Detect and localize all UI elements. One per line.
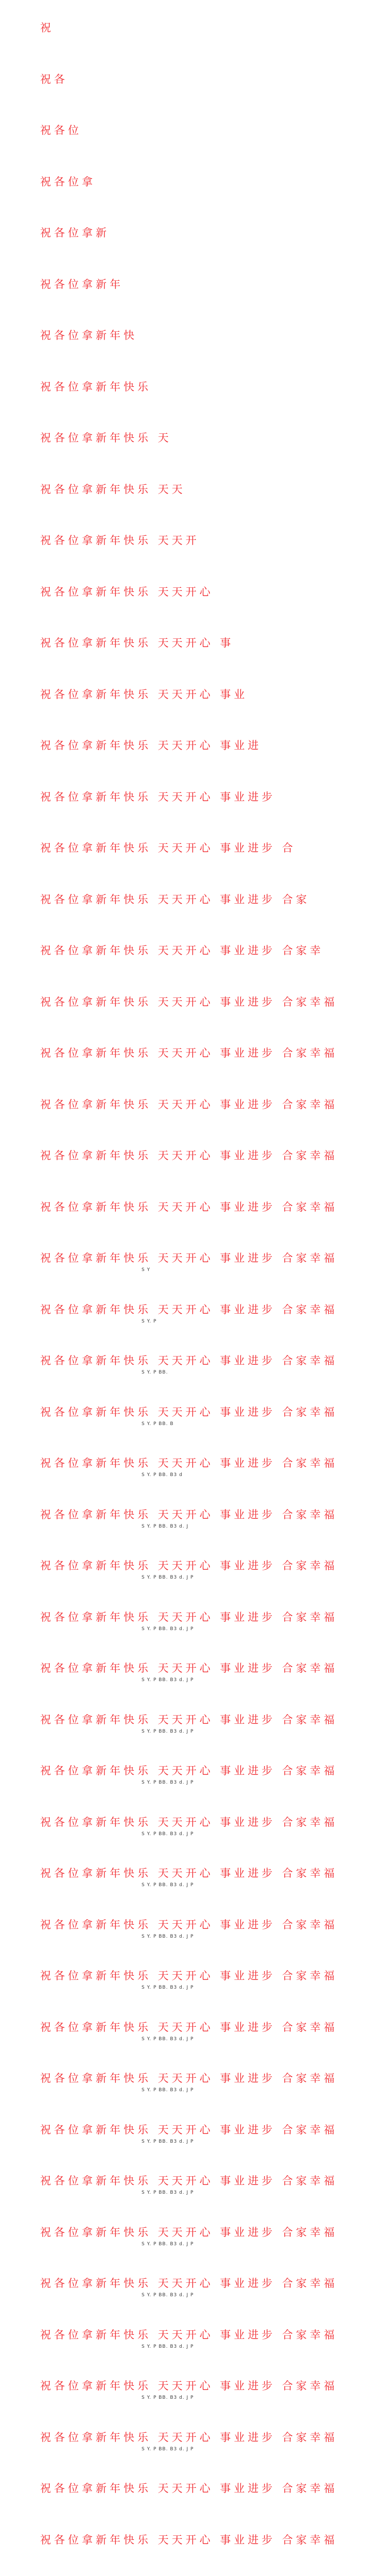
subtitle-text: S Y. P BB. B3 d. J P	[142, 1729, 194, 1734]
greeting-text: 祝各位拿新年	[40, 278, 124, 291]
greeting-text: 祝各位拿新年快乐 天天开心 事业进步 合家幸福	[40, 2072, 338, 2084]
greeting-frame	[0, 1085, 386, 1127]
greeting-frame	[0, 2366, 386, 2409]
greeting-frame	[0, 521, 386, 563]
greeting-text: 祝各位拿新年快乐 天天开心 事业进	[40, 739, 262, 752]
greeting-frame	[0, 880, 386, 922]
greeting-text: 祝各位拿新年快乐 天天开心 事业进步 合家幸福	[40, 1970, 338, 1982]
greeting-frame	[0, 2059, 386, 2101]
greeting-frame	[0, 2469, 386, 2511]
greeting-frame	[0, 2520, 386, 2563]
greeting-frame	[0, 2008, 386, 2050]
greeting-frame	[0, 265, 386, 307]
greeting-frame	[0, 2161, 386, 2204]
greeting-text: 祝各位拿新年快乐 天天开心 事业进步 合家幸福	[40, 1816, 338, 1828]
greeting-frame	[0, 2418, 386, 2460]
subtitle-text: S Y. P BB.	[142, 1370, 168, 1375]
greeting-frame	[0, 675, 386, 717]
greeting-frame	[0, 1803, 386, 1845]
greeting-text: 祝各位拿新年快乐 天天开心 事业进步 合家幸福	[40, 2277, 338, 2290]
greeting-text: 祝各位拿新年快乐 天天开心 事业进步 合家幸福	[40, 1919, 338, 1931]
greeting-frame	[0, 1239, 386, 1281]
greeting-frame	[0, 1905, 386, 1947]
greeting-text: 祝各位拿新年快乐 天天开心 事业进步 合家幸福	[40, 1765, 338, 1777]
subtitle-text: S Y. P BB. B3 d. J P	[142, 1780, 194, 1785]
subtitle-text: S Y. P BB. B3 d. J	[142, 1524, 189, 1529]
greeting-frame	[0, 1341, 386, 1383]
greeting-frame	[0, 1393, 386, 1435]
greeting-frame	[0, 1854, 386, 1896]
greeting-text: 祝各位拿新年快乐 天天开心 事业进步 合家幸福	[40, 1867, 338, 1879]
greeting-text: 祝各位拿新年快乐 天天开心 事业进步 合家幸福	[40, 1662, 338, 1674]
subtitle-text: S Y. P	[142, 1319, 157, 1324]
greeting-text: 祝各位拿新年快乐 天天开心 事业进步 合家幸福	[40, 2431, 338, 2444]
greeting-frame	[0, 1700, 386, 1742]
greeting-text: 祝各位拿新年快乐 天天开	[40, 534, 200, 547]
greeting-text: 祝各位拿新年快乐 天天开心 事业进步 合家幸福	[40, 2124, 338, 2136]
greeting-frame	[0, 367, 386, 410]
greeting-frame	[0, 316, 386, 358]
greeting-text: 祝各位拿新年快乐 天天开心 事业进步 合家幸福	[40, 1303, 338, 1316]
greeting-frame	[0, 1188, 386, 1230]
greeting-frame	[0, 1751, 386, 1793]
greeting-text: 祝各位拿	[40, 176, 96, 188]
greeting-frame	[0, 1956, 386, 1998]
greeting-frame	[0, 213, 386, 256]
greeting-text: 祝各位拿新年快乐 天天开心 事业进步 合家幸福	[40, 1149, 338, 1162]
subtitle-text: S Y. P BB. B3 d. J P	[142, 2395, 194, 2400]
greeting-frame	[0, 2110, 386, 2153]
greeting-text: 祝各位拿新年快乐 天天开心 事业进步	[40, 791, 276, 803]
greeting-text: 祝各位拿新年快乐 天天开心 事业进步 合家幸福	[40, 2021, 338, 2033]
greeting-frame	[0, 1033, 386, 1076]
subtitle-text: S Y. P BB. B3 d. J P	[142, 1677, 194, 1683]
subtitle-text: S Y. P BB. B	[142, 1421, 174, 1427]
greeting-text: 祝	[40, 22, 54, 34]
greeting-text: 祝各位拿新年快乐 天天开心 事业进步 合家幸福	[40, 1714, 338, 1726]
greeting-text: 祝各位拿新年快乐 天天开心 事业进步 合家幸福	[40, 1252, 338, 1264]
greeting-text: 祝各位拿新年快乐	[40, 381, 151, 393]
greeting-frame	[0, 60, 386, 102]
greeting-text: 祝各位拿新年快	[40, 329, 137, 342]
greeting-frame	[0, 1546, 386, 1588]
subtitle-text: S Y. P BB. B3 d. J P	[142, 2139, 194, 2144]
greeting-frame	[0, 623, 386, 666]
subtitle-text: S Y. P BB. B3 d. J P	[142, 2447, 194, 2452]
greeting-text: 祝各位拿新年快乐 天天开心 事业进步 合家幸福	[40, 1509, 338, 1521]
greeting-frame	[0, 470, 386, 512]
greeting-text: 祝各位拿新年快乐 天天开心 事业进步 合家幸福	[40, 1611, 338, 1623]
greeting-frame	[0, 982, 386, 1025]
subtitle-text: S Y. P BB. B3 d. J P	[142, 2190, 194, 2195]
greeting-text: 祝各位拿新年快乐 天天开心 事业进步 合家幸福	[40, 1047, 338, 1059]
greeting-text: 祝各	[40, 73, 68, 86]
greeting-text: 祝各位拿新年快乐 天	[40, 432, 172, 444]
greeting-frame	[0, 726, 386, 768]
greeting-frame	[0, 2264, 386, 2306]
greeting-text: 祝各位拿新年快乐 天天开心 事业	[40, 688, 248, 701]
greeting-text: 祝各位拿新年快乐 天天开心 事	[40, 637, 234, 649]
greeting-text: 祝各位拿新年快乐 天天开心 事业进步 合家幸福	[40, 1457, 338, 1469]
greeting-text: 祝各位拿新年快乐 天天开心 事业进步 合家幸福	[40, 2175, 338, 2187]
greeting-text: 祝各位拿新年快乐 天天开心 事业进步 合家幸福	[40, 1354, 338, 1367]
greeting-text: 祝各位拿新年快乐 天天开心 事业进步 合家幸福	[40, 1406, 338, 1418]
greeting-text: 祝各位	[40, 124, 82, 137]
greeting-frame	[0, 1136, 386, 1178]
greeting-frame	[0, 572, 386, 615]
greeting-frame	[0, 2571, 386, 2576]
greeting-frame	[0, 8, 386, 50]
greeting-frame	[0, 1444, 386, 1486]
subtitle-text: S Y. P BB. B3 d. J P	[142, 1575, 194, 1580]
greeting-frame	[0, 1649, 386, 1691]
greeting-text: 祝各位拿新年快乐 天天开心 事业进步 合家幸福	[40, 1098, 338, 1111]
greeting-text: 祝各位拿新年快乐 天天开心 事业进步 合	[40, 842, 296, 854]
greeting-text: 祝各位拿新年快乐 天天	[40, 483, 186, 496]
subtitle-text: S Y. P BB. B3 d. J P	[142, 2242, 194, 2247]
subtitle-text: S Y. P BB. B3 d. J P	[142, 1985, 194, 1990]
greeting-frame	[0, 931, 386, 973]
greeting-frame	[0, 828, 386, 871]
greeting-frame	[0, 777, 386, 820]
greeting-text: 祝各位拿新年快乐 天天开心 事业进步 合家幸福	[40, 2380, 338, 2392]
subtitle-text: S Y. P BB. B3 d. J P	[142, 2293, 194, 2298]
greeting-frame	[0, 162, 386, 205]
subtitle-text: S Y	[142, 1267, 151, 1273]
greeting-text: 祝各位拿新年快乐 天天开心 事业进步 合家幸福	[40, 2226, 338, 2239]
subtitle-text: S Y. P BB. B3 d. J P	[142, 2088, 194, 2093]
subtitle-text: S Y. P BB. B3 d. J P	[142, 1832, 194, 1837]
subtitle-text: S Y. P BB. B3 d. J P	[142, 1934, 194, 1939]
subtitle-text: S Y. P BB. B3 d	[142, 1472, 183, 1478]
greeting-text: 祝各位拿新年快乐 天天开心 事业进步 合家幸福	[40, 2534, 338, 2546]
subtitle-text: S Y. P BB. B3 d. J P	[142, 1883, 194, 1888]
greeting-frame	[0, 2315, 386, 2358]
greeting-text: 祝各位拿新年快乐 天天开心 事业进步 合家	[40, 893, 310, 906]
greeting-text: 祝各位拿新年快乐 天天开心 事业进步 合家幸福	[40, 2329, 338, 2341]
greeting-frame	[0, 111, 386, 153]
greeting-frame	[0, 418, 386, 461]
greeting-text: 祝各位拿新年快乐 天天开心 事业进步 合家幸福	[40, 996, 338, 1008]
subtitle-text: S Y. P BB. B3 d. J P	[142, 1626, 194, 1632]
greeting-text: 祝各位拿新	[40, 227, 110, 239]
greeting-text: 祝各位拿新年快乐 天天开心 事业进步 合家幸福	[40, 1201, 338, 1213]
greeting-frame	[0, 1598, 386, 1640]
greeting-text: 祝各位拿新年快乐 天天开心 事业进步 合家幸福	[40, 2482, 338, 2495]
greeting-text: 祝各位拿新年快乐 天天开心	[40, 586, 214, 598]
subtitle-text: S Y. P BB. B3 d. J P	[142, 2037, 194, 2042]
greeting-frame	[0, 1290, 386, 1332]
greeting-frame	[0, 2213, 386, 2255]
greeting-frame	[0, 1495, 386, 1537]
subtitle-text: S Y. P BB. B3 d. J P	[142, 2344, 194, 2349]
greeting-text: 祝各位拿新年快乐 天天开心 事业进步 合家幸	[40, 944, 324, 957]
greeting-text: 祝各位拿新年快乐 天天开心 事业进步 合家幸福	[40, 1560, 338, 1572]
